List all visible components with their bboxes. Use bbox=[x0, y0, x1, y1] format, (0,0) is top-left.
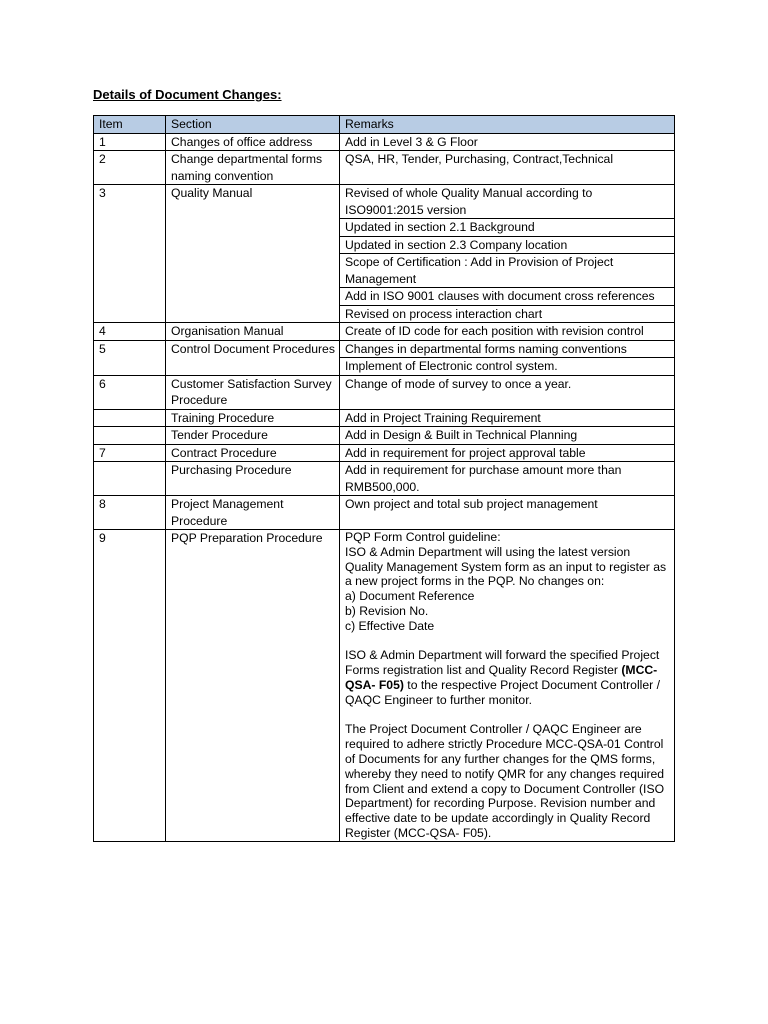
table-row bbox=[94, 496, 675, 530]
section-cell: Tender Procedure bbox=[166, 427, 340, 445]
table-row bbox=[94, 427, 675, 445]
item-cell bbox=[94, 409, 166, 427]
remarks-cell: Add in Design & Built in Technical Planning bbox=[340, 427, 675, 445]
section-cell: Purchasing Procedure bbox=[166, 462, 340, 496]
pqp-list-item-c: c) Effective Date bbox=[345, 618, 435, 633]
column-header-item: Item bbox=[94, 116, 166, 134]
section-cell: Control Document Procedures bbox=[166, 340, 340, 375]
remarks-cell: QSA, HR, Tender, Purchasing, Contract,Technical bbox=[340, 151, 675, 185]
pqp-paragraph-2-start: ISO & Admin Department will forward the specified Project Forms registration list and Quality Record Register bbox=[345, 648, 660, 678]
pqp-guideline-heading: PQP Form Control guideline: bbox=[345, 530, 501, 544]
remarks-cell: Add in Project Training Requirement bbox=[340, 409, 675, 427]
item-cell: 1 bbox=[94, 133, 166, 151]
item-cell: 3 bbox=[94, 185, 166, 323]
table-row bbox=[94, 530, 675, 842]
column-header-section: Section bbox=[166, 116, 340, 134]
remarks-cell: Revised on process interaction chart bbox=[340, 305, 675, 323]
paragraph-spacer bbox=[345, 708, 670, 723]
remarks-cell: Updated in section 2.1 Background bbox=[340, 219, 675, 237]
item-cell: 6 bbox=[94, 375, 166, 409]
table-row bbox=[94, 151, 675, 185]
remarks-cell: Change of mode of survey to once a year. bbox=[340, 375, 675, 409]
remarks-cell: Scope of Certification : Add in Provision of Project Management bbox=[340, 254, 675, 288]
item-cell: 9 bbox=[94, 530, 166, 842]
pqp-list-item-b: b) Revision No. bbox=[345, 603, 429, 618]
item-cell bbox=[94, 427, 166, 445]
remarks-cell: Add in ISO 9001 clauses with document cross references bbox=[340, 288, 675, 306]
pqp-paragraph-2 bbox=[345, 648, 670, 707]
paragraph-spacer bbox=[345, 634, 670, 649]
remarks-cell: Updated in section 2.3 Company location bbox=[340, 236, 675, 254]
table-header-row bbox=[94, 116, 675, 134]
table-row bbox=[94, 185, 675, 219]
table-row bbox=[94, 323, 675, 341]
table-row bbox=[94, 409, 675, 427]
item-cell: 7 bbox=[94, 444, 166, 462]
document-changes-table bbox=[93, 115, 675, 842]
pqp-paragraph-3: The Project Document Controller / QAQC Engineer are required to adhere strictly Procedure MCC-QSA-01 Control of Documents for any further changes for the QMS forms, whereby they need to notify QMR for any changes required from Client and extend a copy to Document Controller (ISO Department) for recording Purpose. Revision number and effective date to be update accordingly in Quality Record Register (MCC-QSA- F05). bbox=[345, 722, 665, 840]
table-row bbox=[94, 375, 675, 409]
item-cell: 2 bbox=[94, 151, 166, 185]
column-header-remarks: Remarks bbox=[340, 116, 675, 134]
table-row bbox=[94, 462, 675, 496]
remarks-cell: Implement of Electronic control system. bbox=[340, 358, 675, 376]
section-cell: Quality Manual bbox=[166, 185, 340, 323]
section-cell: Organisation Manual bbox=[166, 323, 340, 341]
section-cell: Changes of office address bbox=[166, 133, 340, 151]
section-cell: PQP Preparation Procedure bbox=[166, 530, 340, 842]
table-row bbox=[94, 133, 675, 151]
section-cell: Project Management Procedure bbox=[166, 496, 340, 530]
remarks-cell: Revised of whole Quality Manual according to ISO9001:2015 version bbox=[340, 185, 675, 219]
pqp-paragraph-2-end: to the respective Project Document Controller / QAQC Engineer to further monitor. bbox=[345, 677, 660, 707]
section-cell: Customer Satisfaction Survey Procedure bbox=[166, 375, 340, 409]
item-cell: 4 bbox=[94, 323, 166, 341]
document-title: Details of Document Changes: bbox=[93, 87, 282, 102]
remarks-cell: Own project and total sub project management bbox=[340, 496, 675, 530]
form-code-bold: (MCC-QSA- F05) bbox=[345, 663, 658, 692]
table-row bbox=[94, 444, 675, 462]
section-cell: Change departmental forms naming convention bbox=[166, 151, 340, 185]
remarks-cell: Add in requirement for project approval table bbox=[340, 444, 675, 462]
remarks-cell: Add in Level 3 & G Floor bbox=[340, 133, 675, 151]
pqp-paragraph-1: ISO & Admin Department will using the latest version Quality Management System form as an input to register as a new project forms in the PQP. No changes on: bbox=[345, 544, 667, 589]
item-cell: 8 bbox=[94, 496, 166, 530]
section-cell: Training Procedure bbox=[166, 409, 340, 427]
item-cell: 5 bbox=[94, 340, 166, 375]
item-cell bbox=[94, 462, 166, 496]
remarks-cell: Add in requirement for purchase amount more than RMB500,000. bbox=[340, 462, 675, 496]
remarks-cell bbox=[340, 530, 675, 842]
remarks-cell: Create of ID code for each position with revision control bbox=[340, 323, 675, 341]
section-cell: Contract Procedure bbox=[166, 444, 340, 462]
table-row bbox=[94, 340, 675, 358]
remarks-cell: Changes in departmental forms naming conventions bbox=[340, 340, 675, 358]
pqp-list-item-a: a) Document Reference bbox=[345, 589, 475, 604]
